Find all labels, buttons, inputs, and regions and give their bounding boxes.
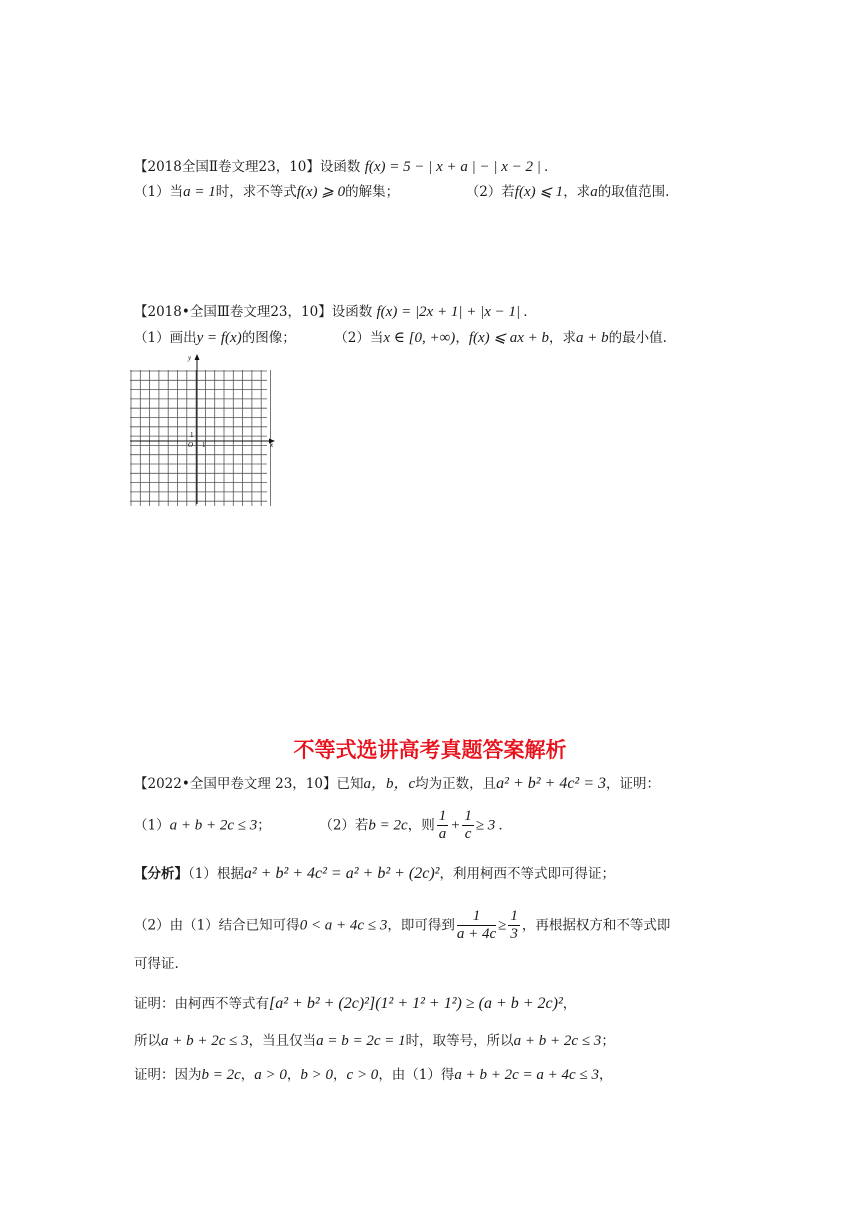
problem1-part1-end: 的解集；: [345, 184, 400, 200]
fraction-1-over-c: [462, 808, 474, 844]
fraction-1-over-a-plus-4c: [457, 908, 496, 944]
comma: ，: [286, 1067, 301, 1083]
proof-line2-conclusion: a + b + 2c ≤ 3: [513, 1033, 602, 1049]
problem2-header: 【2018•全国Ⅲ卷文理23，10】设函数: [134, 304, 373, 320]
y-axis-arrow: [195, 354, 200, 360]
problem3-header: 【2022•全国甲卷文理 23，10】已知: [134, 776, 364, 792]
problem2-part1-func: y = f(x): [196, 330, 242, 346]
problem1-part2-text: ，求: [563, 184, 591, 200]
coordinate-grid: [126, 350, 282, 510]
numerator: 1: [508, 908, 520, 926]
comma: ，: [240, 1067, 255, 1083]
problem2-part2-end: 的最小值.: [608, 330, 667, 346]
analysis-line1-text: （1）根据: [188, 866, 244, 882]
plus-sign: +: [450, 817, 461, 834]
problem3-part2-claim: ≥ 3 .: [475, 817, 503, 834]
problem1-header: 【2018全国Ⅱ卷文理23，10】设函数: [134, 159, 361, 175]
comma: ，: [333, 1067, 347, 1083]
analysis-line2-end: ，再根据权方和不等式即: [521, 917, 671, 934]
proof-line2: [134, 1034, 615, 1049]
denominator: a + 4c: [456, 926, 497, 943]
problem1-part2-label: （2）若: [465, 184, 515, 200]
problem2-part2-sum: a + b: [575, 330, 609, 346]
problem1-function: f(x) = 5 − | x + a | − | x − 2 | .: [364, 159, 549, 175]
proof-line3-cond: b = 2c: [201, 1067, 241, 1083]
numerator: 1: [437, 808, 449, 826]
fraction-1-over-3: [508, 908, 520, 944]
analysis-line3-text: 可得证.: [134, 956, 179, 972]
ge-sign: ≥: [498, 917, 507, 934]
problem3-part2-text: ，则: [407, 817, 435, 834]
x-axis-label: x: [270, 441, 274, 449]
analysis-line2-inequality: 0 < a + 4c ≤ 3: [299, 917, 388, 934]
problem3-part2-cond: b = 2c: [368, 817, 408, 834]
grid-lines: [130, 370, 271, 506]
fraction-1-over-a: [437, 808, 449, 844]
x-tick-label: 1: [202, 441, 206, 449]
problem3-part1-claim: a + b + 2c ≤ 3: [169, 817, 258, 834]
problem3-part1-end: ；: [257, 817, 271, 834]
problem2-part2-label: （2）当: [334, 330, 384, 346]
proof-line1-end: ，: [562, 996, 577, 1012]
problem1-header-line: [134, 160, 548, 175]
problem3-cond-text: 均为正数，且: [415, 776, 497, 792]
analysis-line2-text: （2）由（1）结合已知可得: [134, 917, 300, 934]
proof-line2-text3: 时，取等号，所以: [405, 1033, 514, 1049]
numerator: 1: [462, 808, 474, 826]
proof-line3-b-positive: b > 0: [300, 1067, 334, 1083]
problem2-function: f(x) = |2x + 1| + |x − 1| .: [376, 304, 528, 320]
analysis-line3: [134, 958, 179, 972]
problem3-part1-label: （1）: [134, 817, 170, 834]
proof-line1: [134, 996, 576, 1012]
proof-line3-a-positive: a > 0: [254, 1067, 287, 1083]
proof-line2-text2: ，当且仅当: [248, 1033, 317, 1049]
problem2-part1-text: 的图像；: [241, 330, 296, 346]
problem3-parts-line: [134, 808, 503, 844]
proof-line3-text: 证明：因为: [134, 1067, 202, 1083]
proof-line2-claim: a + b + 2c ≤ 3: [161, 1033, 249, 1049]
analysis-line1: [134, 866, 615, 882]
proof-line3: [134, 1068, 612, 1083]
problem1-part2-var: a: [590, 184, 598, 200]
problem3-header-line: [134, 776, 660, 792]
problem3-condition: a² + b² + 4c² = 3: [496, 775, 607, 792]
problem1-part1-label: （1）当: [134, 184, 184, 200]
problem3-prove: ，证明：: [606, 776, 661, 792]
problem2-part1-label: （1）画出: [134, 330, 197, 346]
answer-section-title: 不等式选讲高考真题答案解析: [293, 738, 567, 762]
proof-line3-c-positive: c > 0: [346, 1067, 379, 1083]
problem1-part1-inequality: f(x) ⩾ 0: [296, 184, 346, 200]
problem1-part1-text: 时，求不等式: [215, 184, 297, 200]
y-axis-label: y: [188, 354, 192, 362]
analysis-label: 【分析】: [134, 866, 188, 882]
problem2-part2-inequality: f(x) ⩽ ax + b: [468, 330, 549, 346]
proof-line2-equality: a = b = 2c = 1: [316, 1033, 406, 1049]
problem1-part1-cond: a = 1: [183, 184, 216, 200]
proof-line3-text2: ，由（1）得: [378, 1067, 455, 1083]
denominator: c: [464, 826, 472, 843]
problem1-part2-cond: f(x) ⩽ 1: [514, 184, 564, 200]
y-tick-label: 1: [190, 431, 194, 439]
problem1-part2-end: 的取值范围.: [597, 184, 670, 200]
denominator: a: [438, 826, 447, 843]
problem2-part2-comma: ，: [455, 330, 469, 346]
problem3-part2-label: （2）若: [319, 817, 369, 834]
problem2-header-line: [134, 305, 528, 320]
proof-line3-inequality: a + b + 2c = a + 4c ≤ 3: [454, 1067, 599, 1083]
analysis-line2: [134, 908, 670, 944]
proof-line3-end: ，: [598, 1067, 613, 1083]
proof-line2-text: 所以: [134, 1033, 161, 1049]
denominator: 3: [510, 926, 518, 943]
proof-cauchy-inequality: [a² + b² + (2c)²](1² + 1² + 1²) ≥ (a + b + 2c)²: [269, 995, 563, 1012]
problem2-part2-domain: x ∈ [0, +∞): [383, 330, 456, 346]
problem2-part2-text: ，求: [548, 330, 576, 346]
proof-line2-end: ；: [601, 1033, 615, 1049]
problem2-parts-line: [134, 331, 667, 346]
problem3-vars: a，b，c: [363, 776, 416, 792]
analysis-line2-text2: ，即可得到: [387, 917, 455, 934]
numerator: 1: [457, 908, 496, 926]
problem1-parts-line: [134, 185, 669, 200]
analysis-line1-end: ，利用柯西不等式即可得证；: [439, 866, 615, 882]
proof-line1-text: 证明：由柯西不等式有: [134, 996, 269, 1012]
analysis-line1-identity: a² + b² + 4c² = a² + b² + (2c)²: [243, 865, 440, 882]
origin-label: O: [188, 441, 194, 449]
